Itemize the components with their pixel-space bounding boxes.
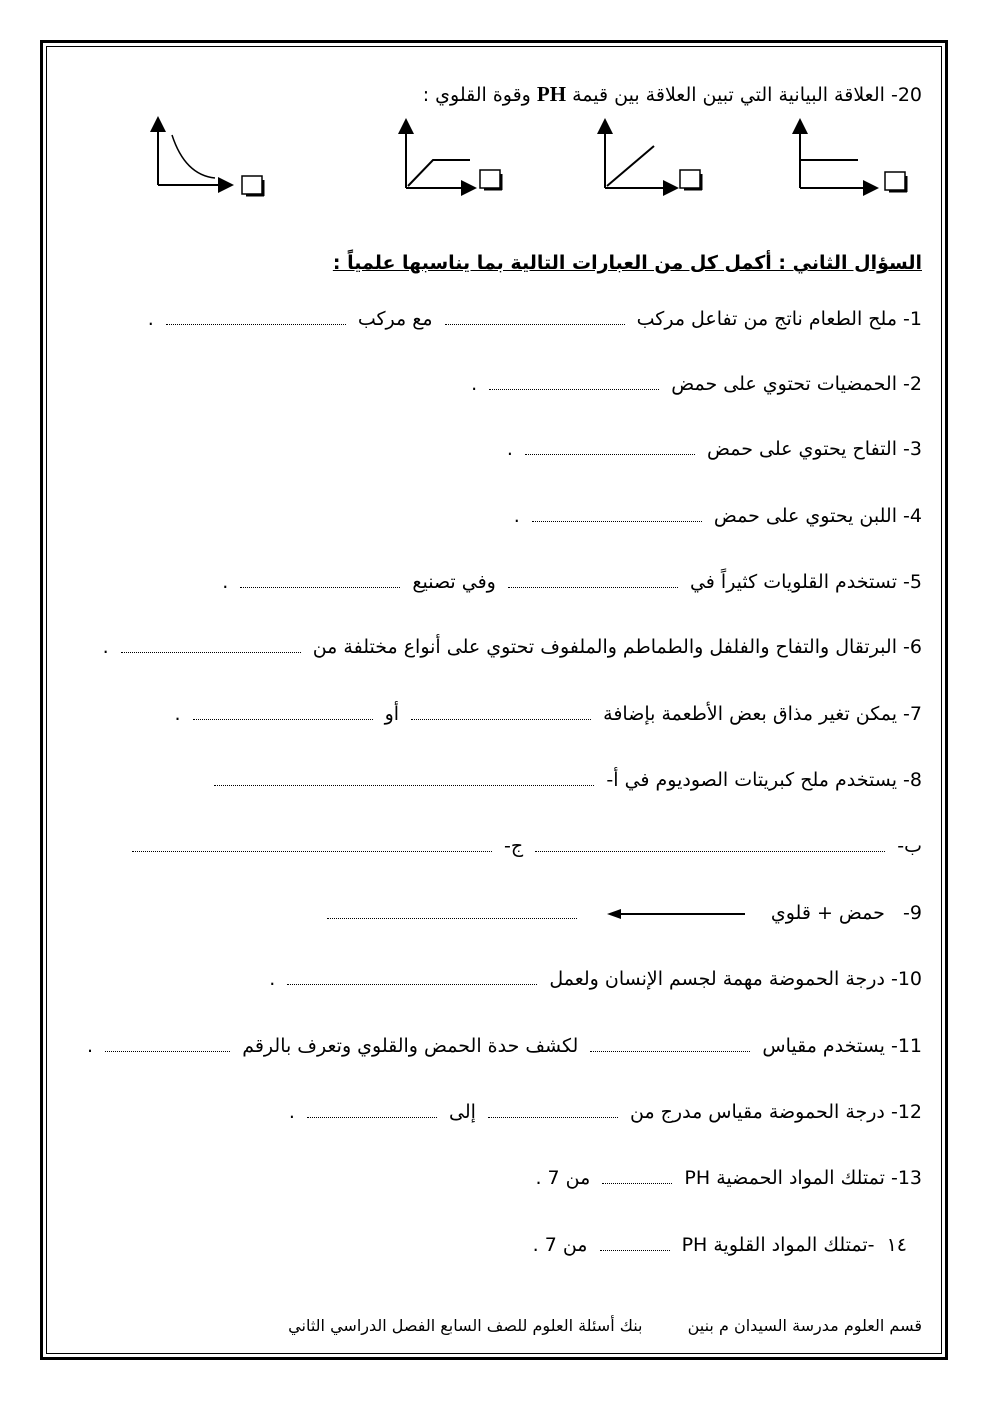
item-number: 8	[909, 769, 922, 791]
item-number: ١٤	[886, 1234, 907, 1256]
item-14	[533, 1234, 907, 1256]
graph-option-checkbox[interactable]	[480, 170, 500, 188]
item-text: الحمضيات تحتوي على حمض	[671, 373, 897, 395]
graph-options	[140, 110, 920, 210]
blank[interactable]	[193, 718, 373, 720]
item-number: 2	[909, 373, 922, 395]
item-text: يستخدم مقياس	[762, 1035, 885, 1057]
item-text: أو	[384, 703, 400, 725]
item-number: 11	[897, 1035, 922, 1057]
item-2: 2- الحمضيات تحتوي على حمض .	[471, 373, 922, 395]
item-text: تمتلك المواد الحمضية PH	[684, 1167, 885, 1189]
item-number: 3	[909, 438, 922, 460]
item-text: درجة الحموضة مهمة لجسم الإنسان ولعمل	[549, 968, 885, 990]
item-text: تستخدم القلويات كثيراً في	[689, 571, 897, 593]
blank[interactable]	[132, 850, 492, 852]
item-text: من 7 .	[532, 1234, 588, 1256]
blank[interactable]	[121, 651, 301, 653]
blank[interactable]	[532, 520, 702, 522]
item-5: 5- تستخدم القلويات كثيراً في وفي تصنيع .	[222, 571, 922, 593]
item-text: يستخدم ملح كبريتات الصوديوم في أ-	[606, 769, 897, 791]
item-text: ج-	[504, 835, 524, 857]
section-heading: السؤال الثاني : أكمل كل من العبارات التالية بما يناسبها علمياً :	[332, 252, 922, 274]
blank[interactable]	[287, 983, 537, 985]
item-text: لكشف حدة الحمض والقلوي وتعرف بالرقم	[242, 1035, 579, 1057]
blank[interactable]	[166, 323, 346, 325]
item-number: 12	[897, 1101, 922, 1123]
item-text: يمكن تغير مذاق بعض الأطعمة بإضافة	[603, 703, 897, 725]
blank[interactable]	[489, 388, 659, 390]
blank[interactable]	[600, 1249, 670, 1251]
blank[interactable]	[488, 1116, 618, 1118]
blank[interactable]	[508, 586, 678, 588]
page-border-inner	[46, 46, 942, 1354]
question-20: 20- العلاقة البيانية التي تبين العلاقة بين قيمة PH وقوة القلوي :	[422, 82, 922, 106]
blank[interactable]	[535, 850, 885, 852]
item-text: وفي تصنيع	[412, 571, 496, 593]
footer	[288, 1316, 922, 1335]
blank[interactable]	[327, 917, 577, 919]
item-4: 4- اللبن يحتوي على حمض .	[513, 505, 922, 527]
item-12: 12- درجة الحموضة مقياس مدرج من إلى .	[288, 1101, 922, 1123]
reaction-arrow-icon	[607, 908, 747, 920]
blank[interactable]	[602, 1182, 672, 1184]
item-number: 9	[909, 902, 922, 924]
item-13: 13- تمتلك المواد الحمضية PH من 7 .	[535, 1167, 922, 1189]
item-number: 5	[909, 571, 922, 593]
item-7: 7- يمكن تغير مذاق بعض الأطعمة بإضافة أو .	[174, 703, 922, 725]
blank[interactable]	[411, 718, 591, 720]
item-text: ملح الطعام ناتج من تفاعل مركب	[636, 308, 897, 330]
item-text: مع مركب	[357, 308, 433, 330]
item-number: 13	[897, 1167, 922, 1189]
blank[interactable]	[307, 1116, 437, 1118]
graph-option-linear	[605, 122, 702, 190]
item-number: 6	[909, 636, 922, 658]
item-number: 7	[909, 703, 922, 725]
graph-option-constant	[800, 122, 907, 192]
item-3: 3- التفاح يحتوي على حمض .	[506, 438, 922, 460]
graph-option-checkbox[interactable]	[680, 170, 700, 188]
item-text: -تمتلك المواد القلوية PH	[681, 1234, 875, 1256]
graph-option-curve	[158, 120, 264, 196]
item-1: 1- ملح الطعام ناتج من تفاعل مركب مع مركب .	[147, 308, 922, 330]
blank[interactable]	[240, 586, 400, 588]
item-text: درجة الحموضة مقياس مدرج من	[629, 1101, 885, 1123]
question-20-text: العلاقة البيانية التي تبين العلاقة بين قيمة	[572, 84, 885, 106]
graph-option-plateau	[406, 122, 502, 190]
item-number: 10	[897, 968, 922, 990]
item-8-continued	[126, 835, 922, 857]
ph-term: PH	[536, 82, 567, 106]
graph-option-checkbox[interactable]	[885, 172, 905, 190]
item-text: ب-	[897, 835, 922, 857]
item-6: 6- البرتقال والتفاح والفلفل والطماطم والملفوف تحتوي على أنواع مختلفة من .	[102, 636, 922, 658]
blank[interactable]	[214, 784, 594, 786]
item-10: 10- درجة الحموضة مهمة لجسم الإنسان ولعمل .	[269, 968, 922, 990]
item-text: البرتقال والتفاح والفلفل والطماطم والملفوف تحتوي على أنواع مختلفة من	[312, 636, 897, 658]
question-20-number: 20	[897, 84, 922, 106]
item-11: 11- يستخدم مقياس لكشف حدة الحمض والقلوي وتعرف بالرقم .	[87, 1035, 922, 1057]
blank[interactable]	[590, 1050, 750, 1052]
item-text: حمض + قلوي	[770, 902, 885, 924]
item-text: إلى	[448, 1101, 476, 1123]
footer-bank-title: بنك أسئلة العلوم للصف السابع الفصل الدراسي الثاني	[288, 1316, 643, 1335]
graph-option-checkbox[interactable]	[242, 176, 262, 194]
item-text: اللبن يحتوي على حمض	[713, 505, 897, 527]
blank[interactable]	[525, 453, 695, 455]
blank[interactable]	[105, 1050, 230, 1052]
question-20-text-after: وقوة القلوي :	[422, 84, 531, 106]
item-8: 8- يستخدم ملح كبريتات الصوديوم في أ-	[208, 769, 922, 791]
item-text: من 7 .	[535, 1167, 591, 1189]
item-text: التفاح يحتوي على حمض	[706, 438, 897, 460]
item-number: 1	[909, 308, 922, 330]
blank[interactable]	[445, 323, 625, 325]
item-number: 4	[909, 505, 922, 527]
item-9: 9- حمض + قلوي	[321, 902, 922, 924]
footer-department: قسم العلوم مدرسة السيدان م بنين	[687, 1316, 922, 1335]
